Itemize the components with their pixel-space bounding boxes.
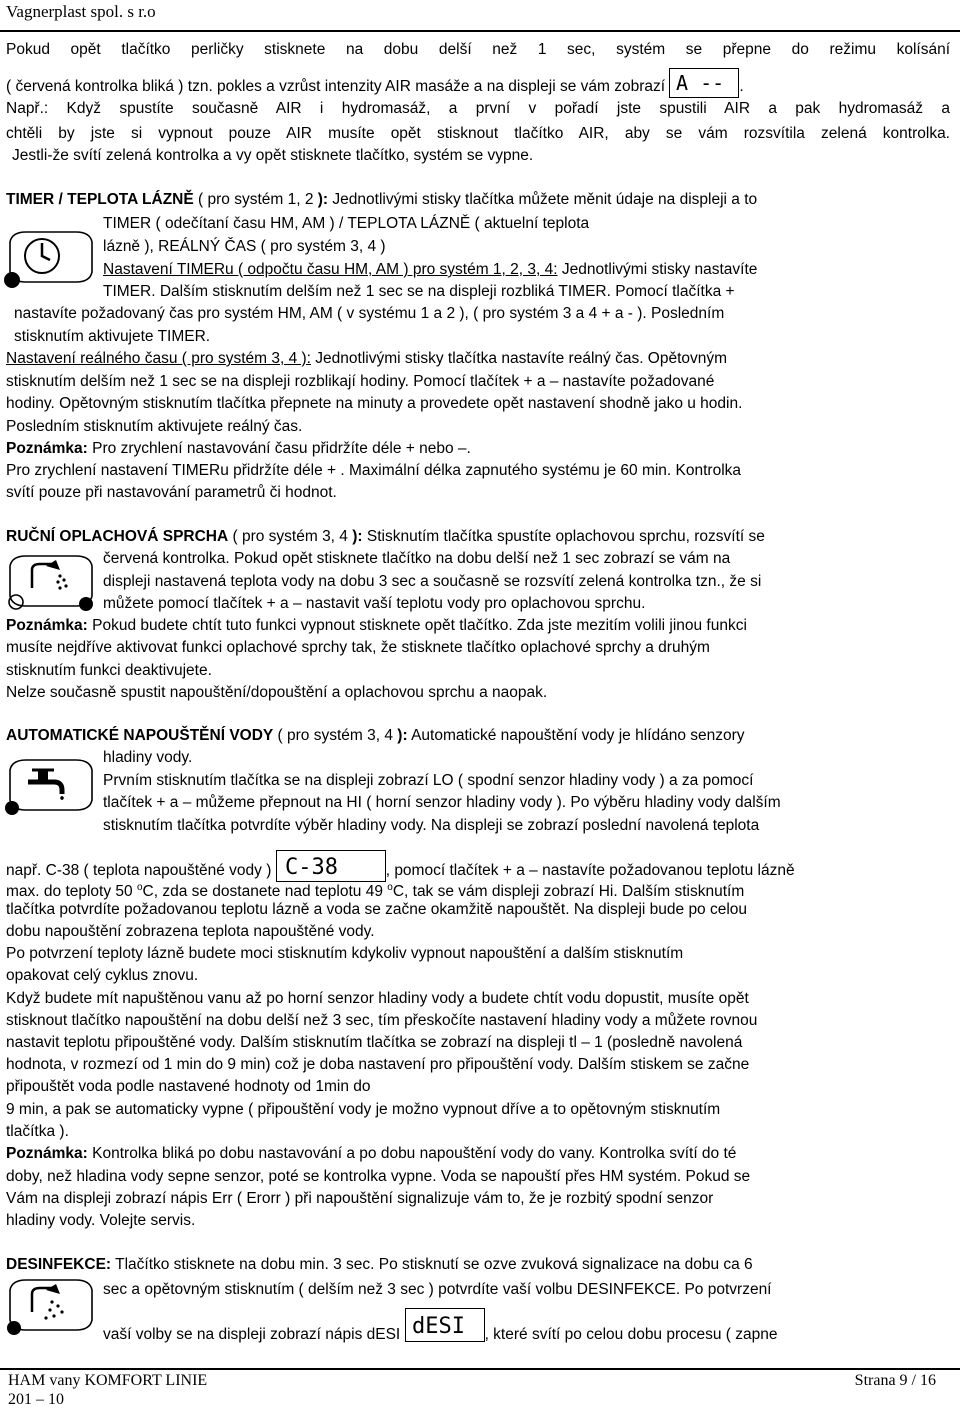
paragraph-line: Poznámka: Pokud budete chtít tuto funkci vypnout stisknete opět tlačítko. Zda jste mezitím volili jinou funkci	[6, 617, 747, 634]
desinfekce-heading-line: DESINFEKCE: Tlačítko stisknete na dobu min. 3 sec. Po stisknutí se ozve zvuková signalizace na dobu ca 6	[6, 1256, 753, 1273]
desinfekce-title: DESINFEKCE:	[6, 1256, 112, 1273]
shower-button-icon	[2, 548, 98, 619]
paragraph-line: nastavíte požadovaný čas pro systém HM, AM ( v systému 1 a 2 ), ( pro systém 3 a 4 + a - ). Posledním	[14, 305, 725, 322]
paragraph-line: musíte nejdříve aktivovat funkci oplachové sprchy tak, že stisknete tlačítko oplachové sprchy a druhým	[6, 639, 710, 656]
header-rule	[0, 30, 960, 32]
paragraph-line: 9 min, a pak se automaticky vypne ( připouštění vody je možno vypnout dříve a to opětovným stisknutím	[6, 1101, 721, 1118]
paragraph-line: sec a opětovným stisknutím ( delším než 3 sec ) potvrdíte vaší volbu DESINFEKCE. Po potvrzení	[103, 1281, 772, 1298]
lcd-display-air	[669, 68, 739, 98]
paragraph-line: tlačítka potvrdíte požadovanou teplotu lázně a voda se začne okamžitě napouštět. Na displeji bude po celou	[6, 901, 748, 918]
paragraph-line: Např.: Když spustíte současně AIR i hydromasáž, a první v pořadí jste spustili AIR a pak hydromasáž a	[6, 100, 950, 117]
paragraph-line: lázně ), REÁLNÝ ČAS ( pro systém 3, 4 )	[103, 238, 386, 255]
paragraph-line: Poznámka: Kontrolka bliká po dobu nastavování a po dobu napouštění vody do vany. Kontrolka svítí do té	[6, 1145, 737, 1162]
paragraph-line: ( červená kontrolka bliká ) tzn. pokles a vzrůst intenzity AIR masáže a na displeji se vám zobrazí A -- .	[6, 72, 744, 102]
faucet-button-icon	[2, 752, 98, 823]
paragraph-line: můžete pomocí tlačítek + a – nastavit vaší teplotu vody pro oplachovou sprchu.	[103, 595, 646, 612]
paragraph-line: tlačítek + a – můžeme přepnout na HI ( horní senzor hladiny vody ). Po výběru hladiny vody dalším	[103, 794, 781, 811]
paragraph-line: Po potvrzení teploty lázně budete moci stisknutím kdykoliv vypnout napouštění a dalším stisknutím	[6, 945, 684, 962]
paragraph-line: TIMER. Dalším stisknutím delším než 1 sec se na displeji rozbliká TIMER. Pomocí tlačítka +	[103, 283, 735, 300]
paragraph-line: Posledním stisknutím aktivujete reálný čas.	[6, 418, 303, 435]
paragraph-line: např. C-38 ( teplota napouštěné vody ) C-38 , pomocí tlačítek + a – nastavíte požadovanou teplotu lázně	[6, 855, 795, 887]
svg-text:C-38: C-38	[284, 855, 338, 880]
paragraph-line: vaší volby se na displeji zobrazí nápis dESI dESI , které svítí po celou dobu procesu ( zapne	[103, 1318, 778, 1352]
paragraph-line: Prvním stisknutím tlačítka se na displeji zobrazí LO ( spodní senzor hladiny vody ) a za pomocí	[103, 772, 754, 789]
autofill-title: AUTOMATICKÉ NAPOUŠTĚNÍ VODY	[6, 727, 274, 744]
paragraph-line: připouštět voda podle nastavené hodnoty od 1min do	[6, 1078, 371, 1095]
paragraph-line: stisknutím delším než 1 sec se na displeji rozblikají hodiny. Pomocí tlačítek + a – nastavíte požadované	[6, 373, 715, 390]
paragraph-line: Nastavení reálného času ( pro systém 3, 4 ): Jednotlivými stisky tlačítka nastavíte reálný čas. Opětovným	[6, 350, 728, 367]
paragraph-line: stisknutím tlačítka potvrdíte výběr hladiny vody. Na displeji se zobrazí poslední navolená teplota	[103, 817, 760, 834]
paragraph-line: červená kontrolka. Pokud opět stisknete tlačítko na dobu delší než 1 sec zobrazí se vám na	[103, 550, 731, 567]
footer-code: 201 – 10	[8, 1391, 64, 1408]
shower-heading-line: RUČNÍ OPLACHOVÁ SPRCHA ( pro systém 3, 4 ): Stisknutím tlačítka spustíte oplachovou sprchu, rozsvítí se	[6, 528, 765, 545]
paragraph-line: Nastavení TIMERu ( odpočtu času HM, AM ) pro systém 1, 2, 3, 4: Jednotlivými stisky nastavíte	[103, 261, 758, 278]
paragraph-line: Když budete mít napuštěnou vanu až po horní senzor hladiny vody a budete chtít vodu dopustit, musíte opět	[6, 990, 749, 1007]
footer-title: HAM vany KOMFORT LINIE	[8, 1372, 208, 1389]
paragraph-line: svítí pouze při nastavování parametrů či hodnot.	[6, 484, 337, 501]
svg-text:dESI: dESI	[411, 1314, 465, 1339]
paragraph-line: stisknout tlačítko napouštění na dobu delší než 3 sec, tím přeskočíte nastavení hladiny vody a můžete rovnou	[6, 1012, 758, 1029]
footer-rule	[0, 1368, 960, 1370]
company-header: Vagnerplast spol. s r.o	[6, 2, 156, 21]
page-number: Strana 9 / 16	[854, 1372, 936, 1389]
paragraph-line: TIMER ( odečítaní času HM, AM ) / TEPLOTA LÁZNĚ ( aktuelní teplota	[103, 215, 590, 232]
note-label: Poznámka:	[6, 617, 88, 634]
paragraph-line: opakovat celý cyklus znovu.	[6, 967, 199, 984]
paragraph-line: Pokud opět tlačítko perličky stisknete na dobu delší než 1 sec, systém se přepne do režimu kolísání	[6, 41, 950, 58]
paragraph-line: stisknutím aktivujete TIMER.	[14, 328, 211, 345]
clock-button-icon	[2, 224, 98, 295]
desinfection-button-icon	[2, 1272, 98, 1343]
paragraph-line: hodiny. Opětovným stisknutím tlačítka přepnete na minuty a provedete opět nastavení shodně jako u hodin.	[6, 395, 743, 412]
paragraph-line: Vám na displeji zobrazí nápis Err ( Erorr ) při napouštění signalizuje vám to, že je rozbitý spodní senzor	[6, 1190, 714, 1207]
note-label: Poznámka:	[6, 440, 88, 457]
paragraph-line: nastavit teplotu připouštěné vody. Dalším stisknutím tlačítka se zobrazí na displeji tl – 1 (posledně navolená	[6, 1034, 743, 1051]
paragraph-line: dobu napouštění zobrazena teplota napouštěné vody.	[6, 923, 375, 940]
svg-text:A --: A --	[676, 71, 725, 95]
paragraph-line: Poznámka: Pro zrychlení nastavování času přidržíte déle + nebo –.	[6, 440, 471, 457]
autofill-heading-line: AUTOMATICKÉ NAPOUŠTĚNÍ VODY ( pro systém 3, 4 ): Automatické napouštění vody je hlídáno senzory	[6, 727, 745, 744]
timer-heading-line: TIMER / TEPLOTA LÁZNĚ ( pro systém 1, 2 ): Jednotlivými stisky tlačítka můžete měnit údaje na displeji a to	[6, 191, 758, 208]
paragraph-line: stisknutím funkci deaktivujete.	[6, 662, 212, 679]
shower-title: RUČNÍ OPLACHOVÁ SPRCHA	[6, 528, 229, 545]
paragraph-line: tlačítka ).	[6, 1123, 69, 1140]
paragraph-line: Pro zrychlení nastavení TIMERu přidržíte déle + . Maximální délka zapnutého systému je 60 min. Kontrolka	[6, 462, 742, 479]
note-label: Poznámka:	[6, 1145, 88, 1162]
paragraph-line: chtěli by jste si vypnout pouze AIR musíte opět stisknout tlačítko AIR, aby se vám rozsvítila zelená kontrolka.	[6, 125, 950, 142]
paragraph-line: doby, než hladina vody sepne senzor, poté se kontrolka vypne. Voda se napouští přes HM systém. Pokud se	[6, 1168, 751, 1185]
paragraph-line: displeji nastavená teplota vody na dobu 3 sec a současně se rozsvítí zelená kontrolka tzn., že si	[103, 573, 762, 590]
timer-title: TIMER / TEPLOTA LÁZNĚ	[6, 191, 194, 208]
paragraph-line: max. do teploty 50 $^o$C, zda se dostanete nad teplotu 49 $^o$C, tak se vám displeji zobrazí Hi. Dalším stisknutím	[6, 882, 745, 901]
paragraph-line: Jestli-že svítí zelená kontrolka a vy opět stisknete tlačítko, systém se vypne.	[12, 147, 534, 164]
paragraph-line: hladiny vody. Volejte servis.	[6, 1212, 196, 1229]
paragraph-line: hladiny vody.	[103, 749, 193, 766]
paragraph-line: hodnota, v rozmezí od 1 min do 9 min) což je doba nastavení pro připouštění vody. Dalším stiskem se začne	[6, 1056, 750, 1073]
lcd-display-desi	[405, 1308, 485, 1342]
paragraph-line: Nelze současně spustit napouštění/dopouštění a oplachovou sprchu a naopak.	[6, 684, 548, 701]
